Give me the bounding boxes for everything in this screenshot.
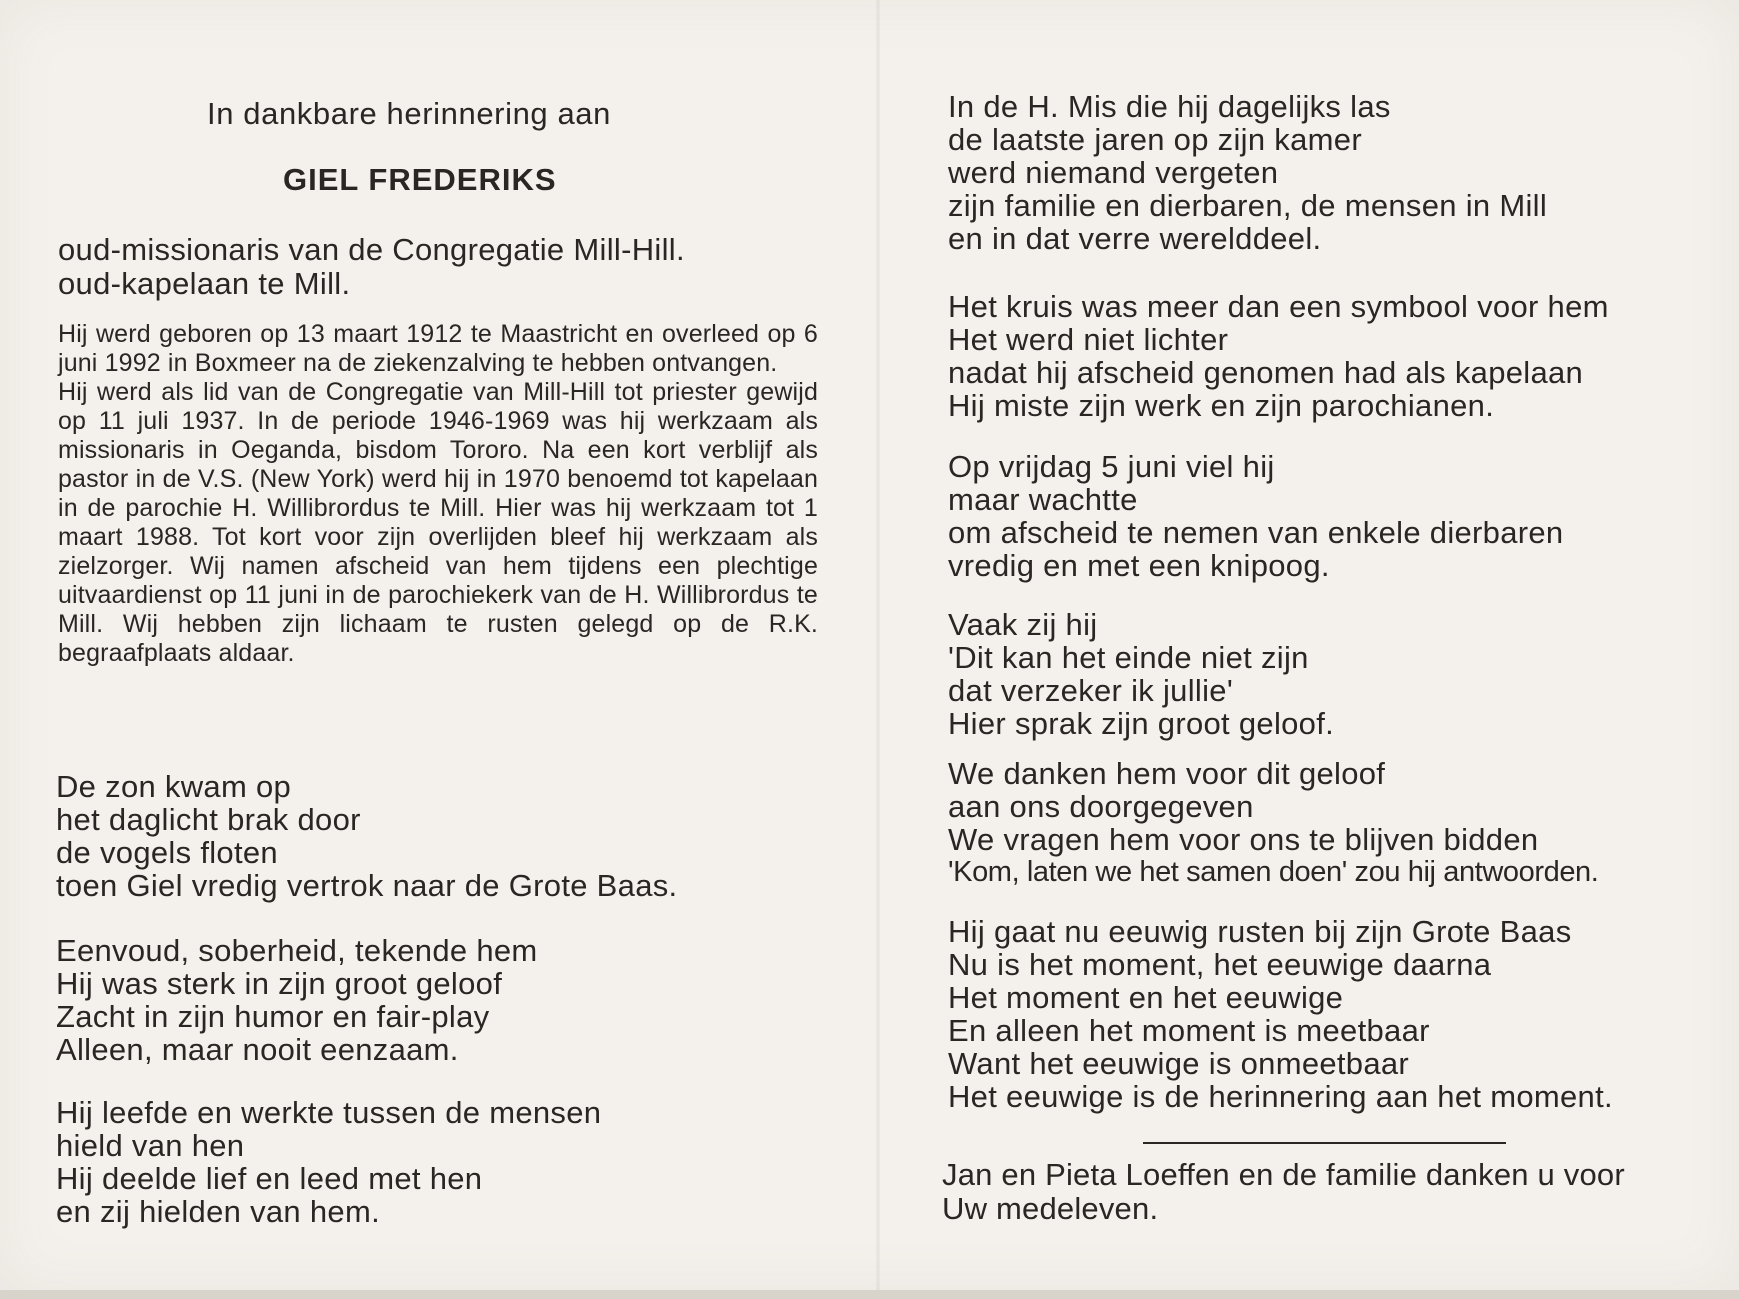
bio-paragraph: Hij werd geboren op 13 maart 1912 te Maastricht en overleed op 6 juni 1992 in Boxmeer na de ziekenzalving te hebben ontvangen. <box>58 320 818 377</box>
poem-line: We vragen hem voor ons te blijven bidden <box>948 822 1539 857</box>
poem-line: nadat hij afscheid genomen had als kapelaan <box>948 355 1584 390</box>
title-line: oud-kapelaan te Mill. <box>58 266 351 301</box>
poem-line: het daglicht brak door <box>56 802 361 837</box>
poem-stanza <box>948 290 1609 422</box>
poem-line: Het eeuwige is de herinnering aan het moment. <box>948 1079 1613 1114</box>
poem-line: Het moment en het eeuwige <box>948 980 1344 1015</box>
intro-text: In dankbare herinnering aan <box>207 96 611 131</box>
thanks-line: Uw medeleven. <box>942 1191 1159 1226</box>
poem-line: Hier sprak zijn groot geloof. <box>948 706 1335 741</box>
poem-line: En alleen het moment is meetbaar <box>948 1013 1430 1048</box>
poem-line: In de H. Mis die hij dagelijks las <box>948 89 1391 124</box>
card-bottom-edge <box>0 1290 1739 1299</box>
poem-line: en in dat verre werelddeel. <box>948 221 1322 256</box>
poem-stanza <box>948 757 1598 889</box>
bio-paragraph: Hij werd als lid van de Congregatie van Mill-Hill tot priester gewijd op 11 juli 1937. In de periode 1946-1969 was hij werkzaam als missionaris in Oeganda, bisdom Tororo. Na een kort verblijf als pastor in de V.S. (New York) werd hij in 1970 benoemd tot kapelaan in de parochie H. Willibrordus te Mill. Hier was hij werkzaam tot 1 maart 1988. Tot kort voor zijn overlijden bleef hij werkzaam als zielzorger. Wij namen afscheid van hem tijdens een plechtige uitvaardienst op 11 juni in de parochiekerk van de H. Willibrordus te Mill. Wij hebben zijn lichaam te rusten gelegd op de R.K. begraafplaats aldaar. <box>58 378 818 667</box>
poem-line: aan ons doorgegeven <box>948 789 1254 824</box>
poem-line: De zon kwam op <box>56 769 292 804</box>
title-line: oud-missionaris van de Congregatie Mill-Hill. <box>58 232 685 267</box>
poem-line: zijn familie en dierbaren, de mensen in Mill <box>948 188 1548 223</box>
poem-line: Want het eeuwige is onmeetbaar <box>948 1046 1410 1081</box>
poem-stanza <box>948 608 1334 740</box>
poem-line: Nu is het moment, het eeuwige daarna <box>948 947 1492 982</box>
poem-line: vredig en met een knipoog. <box>948 548 1330 583</box>
poem-line: werd niemand vergeten <box>948 155 1279 190</box>
poem-line: Het werd niet lichter <box>948 322 1229 357</box>
poem-line: Hij deelde lief en leed met hen <box>56 1161 483 1196</box>
poem-stanza <box>948 90 1547 255</box>
poem-line: Op vrijdag 5 juni viel hij <box>948 449 1275 484</box>
poem-line: hield van hen <box>56 1128 245 1163</box>
poem-line: om afscheid te nemen van enkele dierbaren <box>948 515 1564 550</box>
poem-line: dat verzeker ik jullie' <box>948 673 1234 708</box>
poem-line: de laatste jaren op zijn kamer <box>948 122 1362 157</box>
poem-stanza <box>948 450 1563 582</box>
biography <box>58 320 818 668</box>
poem-stanza <box>56 770 677 902</box>
poem-line: en zij hielden van hem. <box>56 1194 380 1229</box>
poem-line: Eenvoud, soberheid, tekende hem <box>56 933 538 968</box>
deceased-name: GIEL FREDERIKS <box>283 162 557 197</box>
divider-line <box>1143 1142 1506 1144</box>
poem-line: Het kruis was meer dan een symbool voor hem <box>948 289 1609 324</box>
poem-line: Hij was sterk in zijn groot geloof <box>56 966 503 1001</box>
poem-stanza <box>948 915 1613 1113</box>
poem-line: Hij miste zijn werk en zijn parochianen. <box>948 388 1495 423</box>
poem-line: Alleen, maar nooit eenzaam. <box>56 1032 459 1067</box>
card-fold <box>876 0 880 1290</box>
thanks-line: Jan en Pieta Loeffen en de familie danken u voor <box>942 1157 1625 1192</box>
poem-line: 'Dit kan het einde niet zijn <box>948 640 1309 675</box>
poem-line: 'Kom, laten we het samen doen' zou hij antwoorden. <box>948 856 1599 888</box>
poem-line: de vogels floten <box>56 835 278 870</box>
poem-line: Hij gaat nu eeuwig rusten bij zijn Grote Baas <box>948 914 1572 949</box>
poem-line: Vaak zij hij <box>948 607 1098 642</box>
titles <box>58 233 685 301</box>
poem-stanza <box>56 934 538 1066</box>
thanks-note <box>942 1158 1625 1226</box>
poem-stanza <box>56 1096 601 1228</box>
poem-line: maar wachtte <box>948 482 1138 517</box>
poem-line: Hij leefde en werkte tussen de mensen <box>56 1095 602 1130</box>
poem-line: We danken hem voor dit geloof <box>948 756 1386 791</box>
poem-line: toen Giel vredig vertrok naar de Grote Baas. <box>56 868 678 903</box>
poem-line: Zacht in zijn humor en fair-play <box>56 999 490 1034</box>
